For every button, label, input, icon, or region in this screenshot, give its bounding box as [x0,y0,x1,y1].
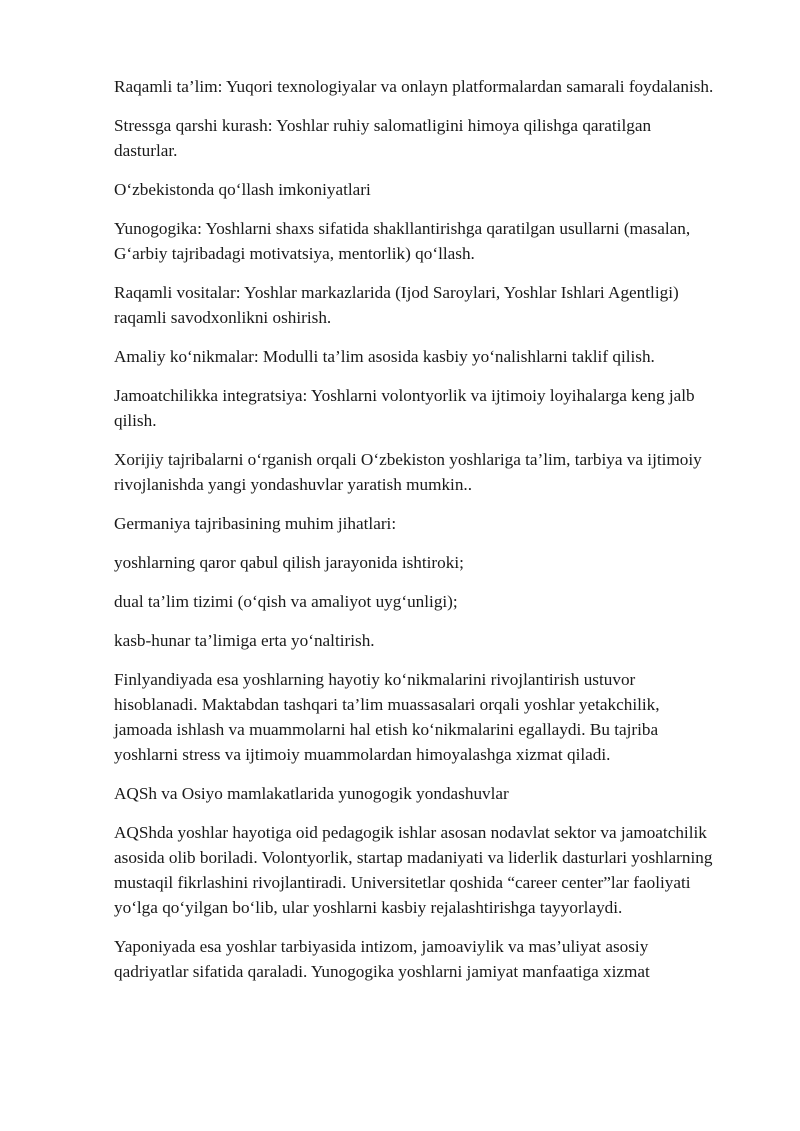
paragraph-community-integration: Jamoatchilikka integratsiya: Yoshlarni volontyorlik va ijtimoiy loyihalarga keng jalb qilish. [114,386,695,430]
paragraph-foreign-experience: Xorijiy tajribalarni o‘rganish orqali O‘zbekiston yoshlariga ta’lim, tarbiya va ijtimoiy rivojlanishda yangi yondashuvlar yaratish mumkin.. [114,450,702,494]
paragraph-germany-item-3: kasb-hunar ta’limiga erta yo‘naltirish. [114,631,375,650]
paragraph-stress-management: Stressga qarshi kurash: Yoshlar ruhiy salomatligini himoya qilishga qaratilgan dasturlar. [114,116,652,160]
paragraph-practical-skills: Amaliy ko‘nikmalar: Modulli ta’lim asosida kasbiy yo‘nalishlarni taklif qilish. [114,347,655,366]
paragraph-digital-education: Raqamli ta’lim: Yuqori texnologiyalar va onlayn platformalardan samarali foydalanish. [114,77,714,96]
paragraph-yunogogika: Yunogogika: Yoshlarni shaxs sifatida shakllantirishga qaratilgan usullarni (masalan, G‘arbiy tajribadagi motivatsiya, mentorlik) qo‘llash. [114,219,691,263]
paragraph-finland: Finlyandiyada esa yoshlarning hayotiy ko‘nikmalarini rivojlantirish ustuvor hisoblanadi. Maktabdan tashqari ta’lim muassasalari orqali yoshlar yetakchilik, jamoada ishlash va muammolarni hal etish ko‘nikmalarini egallaydi. Bu tajriba yoshlarni stress va ijtimoiy muammolardan himoyalashga xizmat qiladi. [114,670,660,764]
document-body [114,74,714,998]
paragraph-germany-item-2: dual ta’lim tizimi (o‘qish va amaliyot uyg‘unligi); [114,592,458,611]
paragraph-usa-asia-heading: AQSh va Osiyo mamlakatlarida yunogogik yondashuvlar [114,784,509,803]
paragraph-digital-tools: Raqamli vositalar: Yoshlar markazlarida (Ijod Saroylari, Yoshlar Ishlari Agentligi) raqamli savodxonlikni oshirish. [114,283,679,327]
paragraph-usa: AQShda yoshlar hayotiga oid pedagogik ishlar asosan nodavlat sektor va jamoatchilik asosida olib boriladi. Volontyorlik, startap madaniyati va liderlik dasturlari yoshlarning mustaqil fikrlashini rivojlantiradi. Universitetlar qoshida “career center”lar faoliyati yo‘lga qo‘yilgan bo‘lib, ular yoshlarni kasbiy rejalashtirishga tayyorlaydi. [114,823,713,917]
paragraph-germany-heading: Germaniya tajribasining muhim jihatlari: [114,514,397,533]
paragraph-uzbekistan-heading: O‘zbekistonda qo‘llash imkoniyatlari [114,180,371,199]
paragraph-germany-item-1: yoshlarning qaror qabul qilish jarayonida ishtiroki; [114,553,464,572]
paragraph-japan: Yaponiyada esa yoshlar tarbiyasida intizom, jamoaviylik va mas’uliyat asosiy qadriyatlar sifatida qaraladi. Yunogogika yoshlarni jamiyat manfaatiga xizmat [114,937,650,981]
